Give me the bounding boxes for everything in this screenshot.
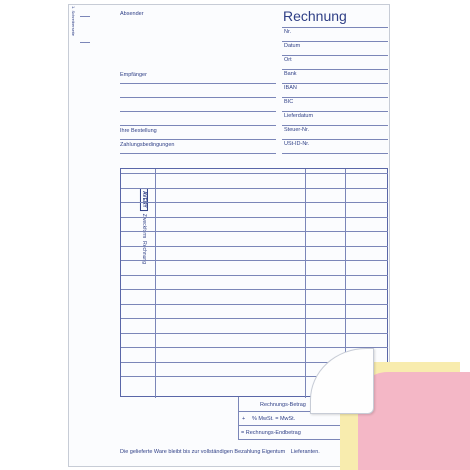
table-row-line <box>121 217 388 218</box>
footer-text: Die gelieferte Ware bleibt bis zur vollständigen Bezahlung Eigentum <box>120 449 286 455</box>
logo-label: Rechnung <box>140 241 147 264</box>
pink-copy-sheet <box>358 372 470 470</box>
table-row-line <box>121 304 388 305</box>
label-bank: Bank <box>284 71 297 77</box>
label-lieferdatum: Lieferdatum <box>284 113 314 119</box>
footer-text-end: Lieferanten. <box>290 449 320 455</box>
avery-logo: AVERY <box>140 188 148 211</box>
field-line <box>282 69 388 70</box>
label-plus: + <box>242 416 246 422</box>
field-line <box>282 27 388 28</box>
label-datum: Datum <box>284 43 301 49</box>
label-steuer-nr: Steuer-Nr. <box>284 127 310 133</box>
label-zahlungsbedingungen: Zahlungsbedingungen <box>120 142 175 148</box>
table-row-line <box>121 289 388 290</box>
sum-box-border <box>238 397 239 439</box>
field-line <box>282 139 388 140</box>
table-row-line <box>121 202 388 203</box>
label-endbetrag: = Rechnungs-Endbetrag <box>241 430 301 436</box>
table-row-line <box>121 347 388 348</box>
label-nr: Nr. <box>284 29 292 35</box>
table-row-line <box>121 318 388 319</box>
label-bic: BIC <box>284 99 294 105</box>
form-title: Rechnung <box>283 8 347 24</box>
address-line <box>120 83 276 84</box>
payment-line <box>120 153 276 154</box>
address-line <box>120 111 276 112</box>
punch-mark-bottom <box>80 42 90 43</box>
table-row-line <box>121 188 388 189</box>
table-column-divider <box>305 169 306 398</box>
label-iban: IBAN <box>284 85 297 91</box>
table-row-line <box>121 173 388 174</box>
order-line <box>120 139 276 140</box>
side-note: 1. Schreiberseite <box>71 6 76 37</box>
table-row-line <box>121 260 388 261</box>
field-line <box>282 41 388 42</box>
brand-name: Zweckform <box>140 213 147 239</box>
field-line <box>282 83 388 84</box>
table-column-divider <box>155 169 156 398</box>
label-mwst: % MwSt. = MwSt. <box>252 416 296 422</box>
address-line <box>120 125 276 126</box>
field-line <box>282 111 388 112</box>
field-line <box>282 55 388 56</box>
punch-mark-top <box>80 16 90 17</box>
table-row-line <box>121 275 388 276</box>
label-ust-id-nr: USt-ID-Nr. <box>284 141 310 147</box>
footer-retention-note <box>120 449 320 455</box>
label-bestellung: Ihre Bestellung <box>120 128 157 134</box>
label-empfaenger: Empfänger <box>120 72 147 78</box>
field-line <box>282 153 388 154</box>
address-line <box>120 97 276 98</box>
label-absender: Absender <box>120 11 144 17</box>
table-row-line <box>121 231 388 232</box>
table-row-line <box>121 246 388 247</box>
label-ort: Ort <box>284 57 292 63</box>
field-line <box>282 97 388 98</box>
table-row-line <box>121 333 388 334</box>
field-line <box>282 125 388 126</box>
label-rechnungsbetrag: Rechnungs-Betrag <box>260 402 306 408</box>
